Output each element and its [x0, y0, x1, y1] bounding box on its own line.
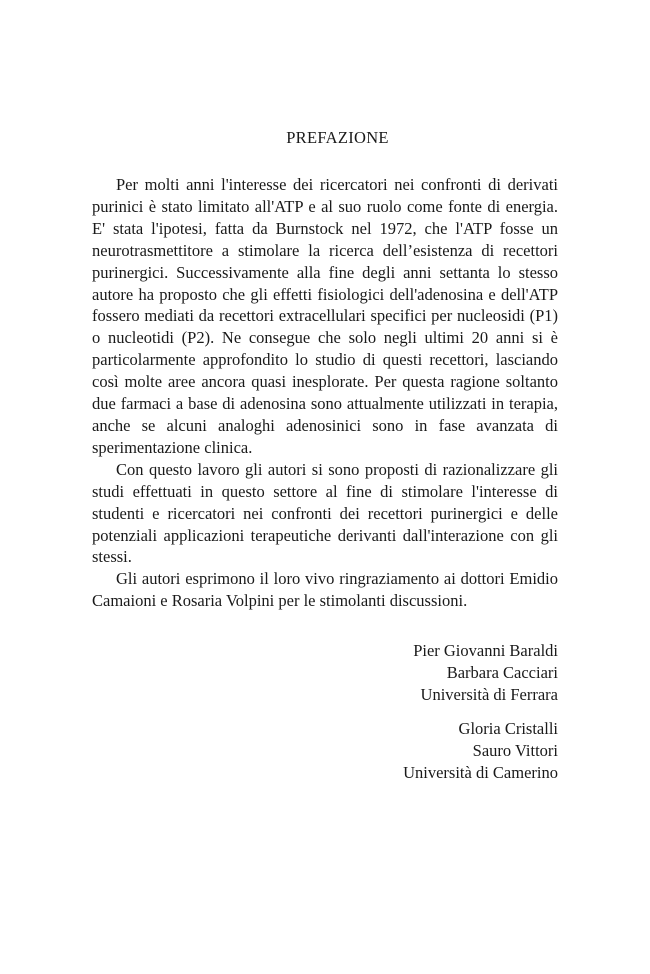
paragraph-3: Gli autori esprimono il loro vivo ringraziamento ai dottori Emidio Camaioni e Rosaria Volpini per le stimolanti discussioni. [92, 569, 558, 611]
affiliation: Università di Ferrara [420, 684, 558, 704]
signature-block-camerino [403, 718, 558, 784]
signature-block-ferrara [413, 640, 558, 706]
page-title: PREFAZIONE [286, 128, 389, 147]
affiliation: Università di Camerino [403, 762, 558, 782]
author-name: Barbara Cacciari [446, 662, 558, 682]
author-name: Pier Giovanni Baraldi [413, 641, 558, 660]
paragraph-1: Per molti anni l'interesse dei ricercatori nei confronti di derivati purinici è stato limitato all'ATP e al suo ruolo come fonte di energia. E' stata l'ipotesi, fatta da Burnstock nel 1972, che l'ATP fosse un neurotrasmettitore a stimolare la ricerca dell’esistenza di recettori purinergici. Successivamente alla fine degli anni settanta lo stesso autore ha proposto che gli effetti fisiologici dell'adenosina e dell'ATP fossero mediati da recettori extracellulari specifici per nucleosidi (P1) o nucleotidi (P2). Ne consegue che solo negli ultimi 20 anni si è particolarmente approfondito lo studio di questi recettori, lasciando così molte aree ancora quasi inesplorate. Per questa ragione soltanto due farmaci a base di adenosina sono attualmente utilizzati in terapia, anche se alcuni analoghi adenosinici sono in fase avanzata di sperimentazione clinica. [92, 175, 558, 457]
preface-body [92, 174, 558, 612]
author-name: Sauro Vittori [472, 740, 558, 760]
paragraph-2: Con questo lavoro gli autori si sono proposti di razionalizzare gli studi effettuati in questo settore al fine di stimolare l'interesse di studenti e ricercatori nei confronti dei recettori purinergici e delle potenziali applicazioni terapeutiche derivanti dall'interazione con gli stessi. [92, 459, 558, 567]
author-name: Gloria Cristalli [458, 719, 558, 738]
